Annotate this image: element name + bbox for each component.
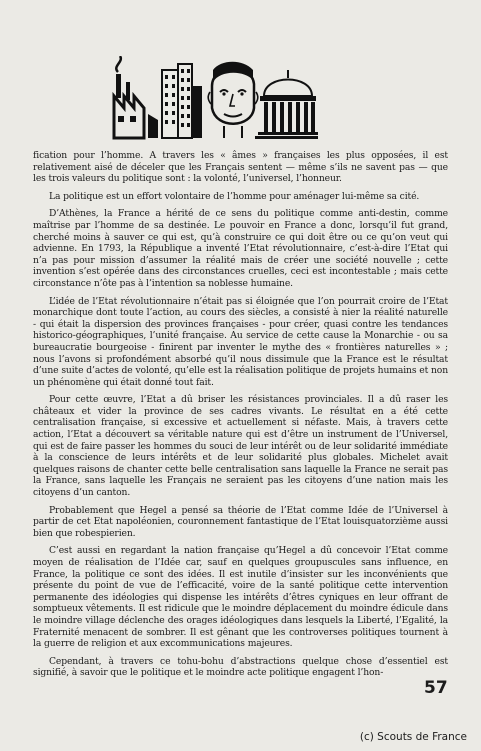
paragraph: Cependant, à travers ce tohu-bohu d’abstractions quelque chose d’essentiel est signifié, à savoir que le politique et le moindre acte politique engagent l’hon- <box>33 655 448 679</box>
header-illustration <box>112 56 318 140</box>
paragraph: D’Athènes, la France a hérité de ce sens du politique comme anti-destin, comme maîtrise par l’homme de sa destinée. Le pouvoir en France a donc, lorsqu’il fut grand, cherché moins à sauver ce qui est, qu’à construire ce qui doit être ou ce qu’on veut qui advienne. En 1793, la République a inventé l’Etat révolutionnaire, c’est-à-dire l’Etat qui n’a pas pour mission d’assumer la réalité mais de créer une société nouvelle ; cette invention s’est opérée dans des circonstances cruelles, ceci est incontestable ; mais cette circonstance n’ôte pas à l’intention sa noblesse humaine. <box>33 208 448 289</box>
pantheon-icon <box>255 70 318 139</box>
paragraph: fication pour l’homme. A travers les « âmes » françaises les plus opposées, il est relativement aisé de déceler que les Français sentent — même s’ils ne savent pas — que les trois valeurs du politique sont : la volonté, l’universel, l’honneur. <box>33 150 448 185</box>
factory-icon <box>114 56 158 138</box>
buildings-icon <box>162 64 202 138</box>
paragraph: Probablement que Hegel a pensé sa théorie de l’Etat comme Idée de l’Universel à partir de cet Etat napoléonien, couronnement fantastique de l’Etat louisquatorzième aussi bien que robespierien. <box>33 504 448 539</box>
paragraph: L’idée de l’Etat révolutionnaire n’était pas si éloignée que l’on pourrait croire de l’Etat monarchique dont toute l’action, au cours des siècles, a consisté à nier la réalité naturelle - qui était la dispersion des provinces françaises - pour créer, quasi contre les tendances historico-géographiques, l’unité française. Au service de cette cause la Monarchie - ou sa bureaucratie bourgeoise - finirent par inventer le mythe des « frontières naturelles » ; nous l’avons si profondément absorbé qu’il nous dissimule que la France est le résultat d’une suite d’actes de volonté, qu’elle est la réalisation politique de projets humains et non un phénomène qui était donné tout fait. <box>33 295 448 388</box>
paragraph: Pour cette œuvre, l’Etat a dû briser les résistances provinciales. Il a dû raser les châteaux et vider la province de ses cadres vivants. Le résultat en a été cette centralisation française, si excessive et actuellement si néfaste. Mais, à travers cette action, l’Etat a découvert sa véritable nature qui est d’être un instrument de l’Universel, qui est de faire passer les hommes du souci de leur intérêt ou de leur solidarité immédiate à la conscience de leurs intérêts et de leur solidarité plus globales. Michelet avait quelques raisons de chanter cette belle centralisation sans laquelle la France ne serait pas la France, sans laquelle les Français ne seraient pas les citoyens d’une nation mais les citoyens d’un canton. <box>33 394 448 499</box>
copyright-notice: (c) Scouts de France <box>359 731 467 743</box>
paragraph: La politique est un effort volontaire de l’homme pour aménager lui-même sa cité. <box>49 190 420 202</box>
paragraph: C’est aussi en regardant la nation française qu’Hegel a dû concevoir l’Etat comme moyen de réalisation de l’Idée car, sauf en quelques groupuscules sans influence, en France, la politique ce sont des idées. Il est inutile d’insister sur les inconvénients que présente du point de vue de l’efficacité, voire de la santé politique cette intervention permanente des idéologies qui dispense les intérêts d’êtres cyniques en leur offrant de somptueux vêtements. Il est ridicule que le moindre déplacement du moindre édicule dans le moindre village déclenche des orages idéologiques dans lesquels la Liberté, l’Egalité, la Fraternité menacent de sombrer. Il est gênant que les controverses politiques tournent à la guerre de religion et aux excommunications majeures. <box>33 545 448 650</box>
face-icon <box>208 62 258 138</box>
page-number: 57 <box>424 678 448 698</box>
body-text <box>33 150 448 685</box>
